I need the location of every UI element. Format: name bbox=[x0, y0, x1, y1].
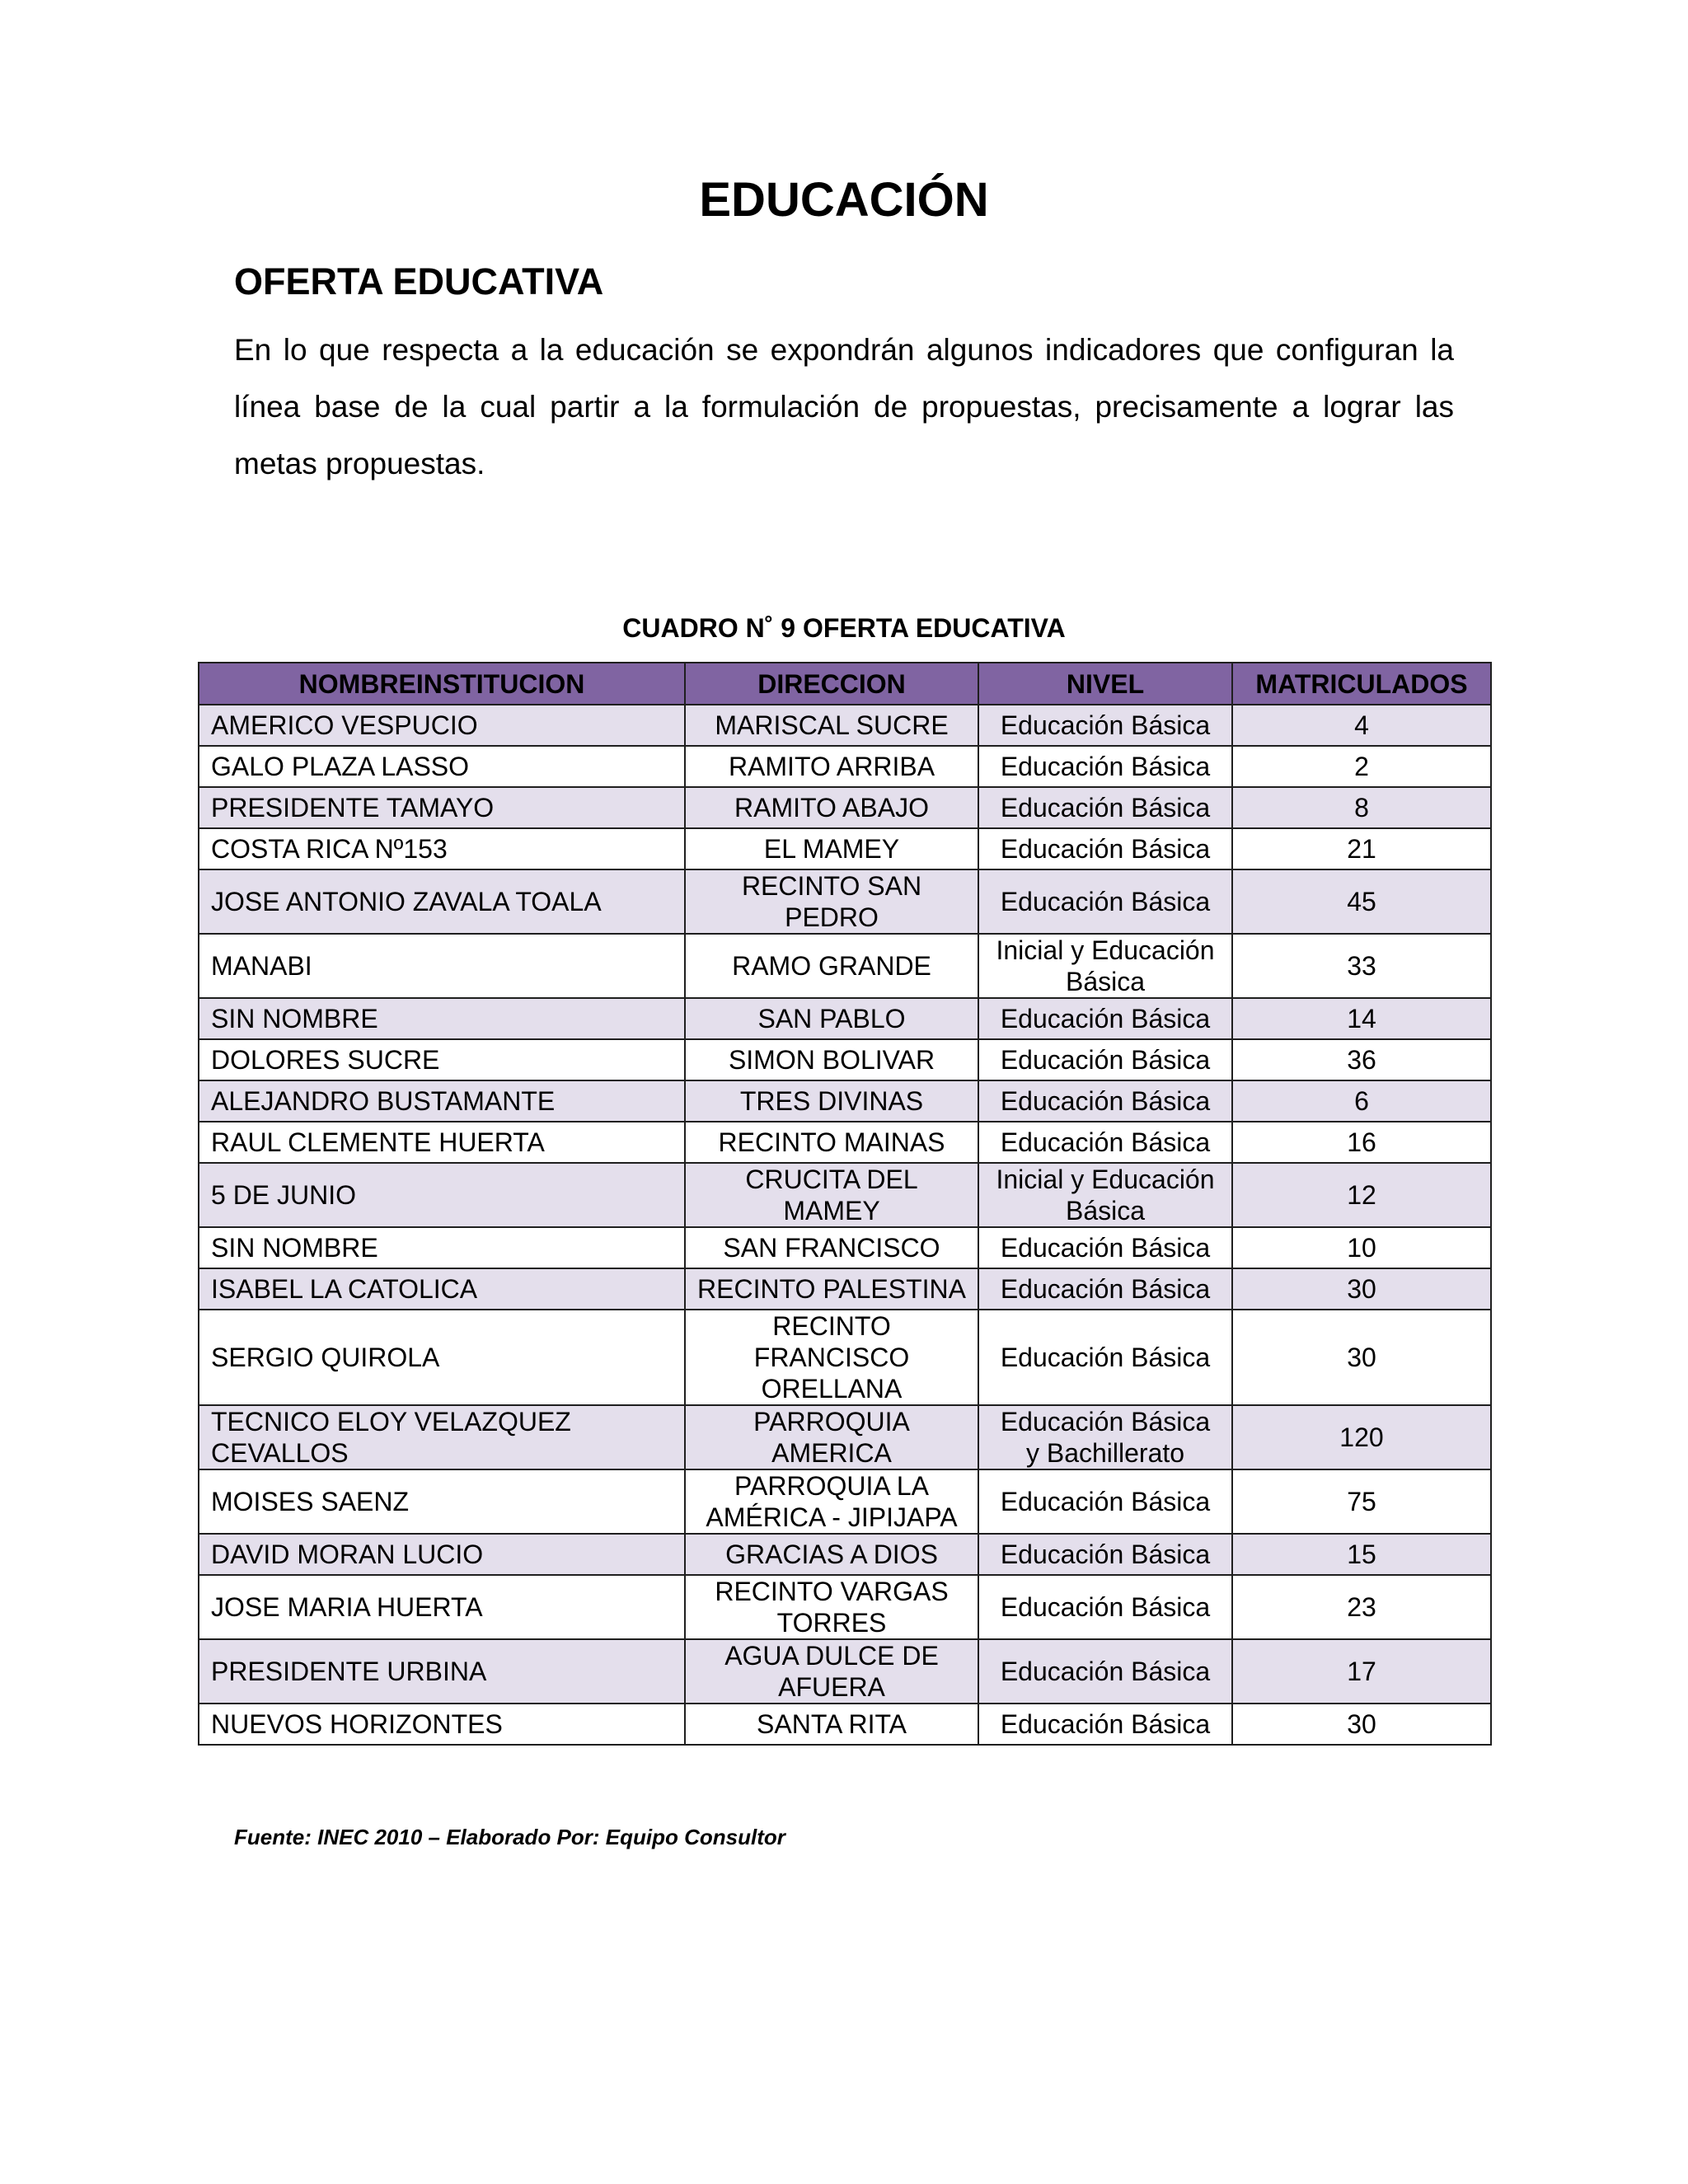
cell-level: Educación Básica bbox=[978, 1227, 1232, 1268]
cell-institution: GALO PLAZA LASSO bbox=[199, 746, 685, 787]
cell-institution: SIN NOMBRE bbox=[199, 998, 685, 1039]
table-row bbox=[199, 705, 1491, 746]
table-body bbox=[199, 705, 1491, 1745]
cell-enrolled: 8 bbox=[1232, 787, 1491, 828]
table-row bbox=[199, 1639, 1491, 1704]
cell-institution: RAUL CLEMENTE HUERTA bbox=[199, 1122, 685, 1163]
cell-enrolled: 4 bbox=[1232, 705, 1491, 746]
column-header-address: DIRECCION bbox=[685, 663, 978, 705]
cell-level: Inicial y Educación Básica bbox=[978, 1163, 1232, 1227]
table-caption: CUADRO N˚ 9 OFERTA EDUCATIVA bbox=[622, 613, 1066, 643]
table-row bbox=[199, 1310, 1491, 1405]
cell-address: RECINTO MAINAS bbox=[685, 1122, 978, 1163]
cell-level: Educación Básica bbox=[978, 787, 1232, 828]
cell-enrolled: 6 bbox=[1232, 1080, 1491, 1122]
cell-institution: JOSE MARIA HUERTA bbox=[199, 1575, 685, 1639]
cell-enrolled: 36 bbox=[1232, 1039, 1491, 1080]
table-row bbox=[199, 1575, 1491, 1639]
cell-institution: COSTA RICA Nº153 bbox=[199, 828, 685, 869]
table-row bbox=[199, 934, 1491, 998]
cell-institution: MOISES SAENZ bbox=[199, 1469, 685, 1534]
cell-enrolled: 12 bbox=[1232, 1163, 1491, 1227]
cell-institution: 5 DE JUNIO bbox=[199, 1163, 685, 1227]
column-header-level: NIVEL bbox=[978, 663, 1232, 705]
cell-address: EL MAMEY bbox=[685, 828, 978, 869]
cell-address: TRES DIVINAS bbox=[685, 1080, 978, 1122]
cell-level: Educación Básica bbox=[978, 998, 1232, 1039]
cell-level: Inicial y Educación Básica bbox=[978, 934, 1232, 998]
cell-enrolled: 30 bbox=[1232, 1268, 1491, 1310]
table-row bbox=[199, 1534, 1491, 1575]
table-row bbox=[199, 1268, 1491, 1310]
cell-institution: TECNICO ELOY VELAZQUEZ CEVALLOS bbox=[199, 1405, 685, 1469]
cell-enrolled: 15 bbox=[1232, 1534, 1491, 1575]
cell-institution: ISABEL LA CATOLICA bbox=[199, 1268, 685, 1310]
cell-enrolled: 33 bbox=[1232, 934, 1491, 998]
cell-level: Educación Básica bbox=[978, 1310, 1232, 1405]
cell-enrolled: 2 bbox=[1232, 746, 1491, 787]
table-row bbox=[199, 1405, 1491, 1469]
cell-enrolled: 14 bbox=[1232, 998, 1491, 1039]
cell-level: Educación Básica bbox=[978, 1039, 1232, 1080]
cell-level: Educación Básica bbox=[978, 828, 1232, 869]
cell-address: CRUCITA DEL MAMEY bbox=[685, 1163, 978, 1227]
cell-address: RAMITO ABAJO bbox=[685, 787, 978, 828]
table-row bbox=[199, 828, 1491, 869]
cell-institution: DAVID MORAN LUCIO bbox=[199, 1534, 685, 1575]
cell-level: Educación Básica bbox=[978, 705, 1232, 746]
cell-institution: AMERICO VESPUCIO bbox=[199, 705, 685, 746]
cell-address: MARISCAL SUCRE bbox=[685, 705, 978, 746]
cell-address: RECINTO PALESTINA bbox=[685, 1268, 978, 1310]
cell-address: RECINTO VARGAS TORRES bbox=[685, 1575, 978, 1639]
section-title: OFERTA EDUCATIVA bbox=[234, 260, 604, 302]
cell-enrolled: 10 bbox=[1232, 1227, 1491, 1268]
table-row bbox=[199, 1163, 1491, 1227]
cell-level: Educación Básica bbox=[978, 1080, 1232, 1122]
cell-address: GRACIAS A DIOS bbox=[685, 1534, 978, 1575]
cell-enrolled: 23 bbox=[1232, 1575, 1491, 1639]
column-header-enrolled: MATRICULADOS bbox=[1232, 663, 1491, 705]
cell-level: Educación Básica bbox=[978, 869, 1232, 934]
cell-level: Educación Básica bbox=[978, 1575, 1232, 1639]
cell-address: SAN PABLO bbox=[685, 998, 978, 1039]
source-note: Fuente: INEC 2010 – Elaborado Por: Equipo Consultor bbox=[234, 1825, 785, 1849]
cell-address: RECINTO SAN PEDRO bbox=[685, 869, 978, 934]
cell-address: RAMITO ARRIBA bbox=[685, 746, 978, 787]
cell-address: RAMO GRANDE bbox=[685, 934, 978, 998]
cell-level: Educación Básica bbox=[978, 1268, 1232, 1310]
cell-enrolled: 30 bbox=[1232, 1310, 1491, 1405]
cell-address: PARROQUIA AMERICA bbox=[685, 1405, 978, 1469]
cell-address: RECINTO FRANCISCO ORELLANA bbox=[685, 1310, 978, 1405]
cell-enrolled: 75 bbox=[1232, 1469, 1491, 1534]
cell-institution: MANABI bbox=[199, 934, 685, 998]
cell-institution: JOSE ANTONIO ZAVALA TOALA bbox=[199, 869, 685, 934]
cell-enrolled: 17 bbox=[1232, 1639, 1491, 1704]
cell-institution: PRESIDENTE TAMAYO bbox=[199, 787, 685, 828]
cell-institution: SIN NOMBRE bbox=[199, 1227, 685, 1268]
page-title: EDUCACIÓN bbox=[699, 173, 989, 227]
cell-level: Educación Básica bbox=[978, 746, 1232, 787]
table-row bbox=[199, 1039, 1491, 1080]
cell-level: Educación Básica bbox=[978, 1534, 1232, 1575]
table-row bbox=[199, 1122, 1491, 1163]
table-row bbox=[199, 869, 1491, 934]
cell-address: SANTA RITA bbox=[685, 1704, 978, 1745]
cell-institution: ALEJANDRO BUSTAMANTE bbox=[199, 1080, 685, 1122]
table-row bbox=[199, 1227, 1491, 1268]
cell-address: PARROQUIA LA AMÉRICA - JIPIJAPA bbox=[685, 1469, 978, 1534]
cell-institution: DOLORES SUCRE bbox=[199, 1039, 685, 1080]
cell-level: Educación Básica y Bachillerato bbox=[978, 1405, 1232, 1469]
cell-institution: NUEVOS HORIZONTES bbox=[199, 1704, 685, 1745]
table-row bbox=[199, 787, 1491, 828]
cell-level: Educación Básica bbox=[978, 1469, 1232, 1534]
cell-enrolled: 30 bbox=[1232, 1704, 1491, 1745]
cell-enrolled: 120 bbox=[1232, 1405, 1491, 1469]
cell-institution: SERGIO QUIROLA bbox=[199, 1310, 685, 1405]
table-row bbox=[199, 1704, 1491, 1745]
cell-level: Educación Básica bbox=[978, 1122, 1232, 1163]
cell-enrolled: 45 bbox=[1232, 869, 1491, 934]
cell-level: Educación Básica bbox=[978, 1704, 1232, 1745]
cell-enrolled: 21 bbox=[1232, 828, 1491, 869]
table-header-row bbox=[199, 663, 1491, 705]
cell-institution: PRESIDENTE URBINA bbox=[199, 1639, 685, 1704]
cell-address: AGUA DULCE DE AFUERA bbox=[685, 1639, 978, 1704]
cell-address: SAN FRANCISCO bbox=[685, 1227, 978, 1268]
table-row bbox=[199, 1469, 1491, 1534]
table-row bbox=[199, 746, 1491, 787]
table-row bbox=[199, 998, 1491, 1039]
column-header-institution: NOMBREINSTITUCION bbox=[199, 663, 685, 705]
cell-level: Educación Básica bbox=[978, 1639, 1232, 1704]
cell-address: SIMON BOLIVAR bbox=[685, 1039, 978, 1080]
education-offer-table bbox=[198, 662, 1492, 1746]
intro-paragraph: En lo que respecta a la educación se expondrán algunos indicadores que configuran la línea base de la cual partir a la formulación de propuestas, precisamente a lograr las metas propuestas. bbox=[234, 333, 1454, 480]
table-row bbox=[199, 1080, 1491, 1122]
cell-enrolled: 16 bbox=[1232, 1122, 1491, 1163]
